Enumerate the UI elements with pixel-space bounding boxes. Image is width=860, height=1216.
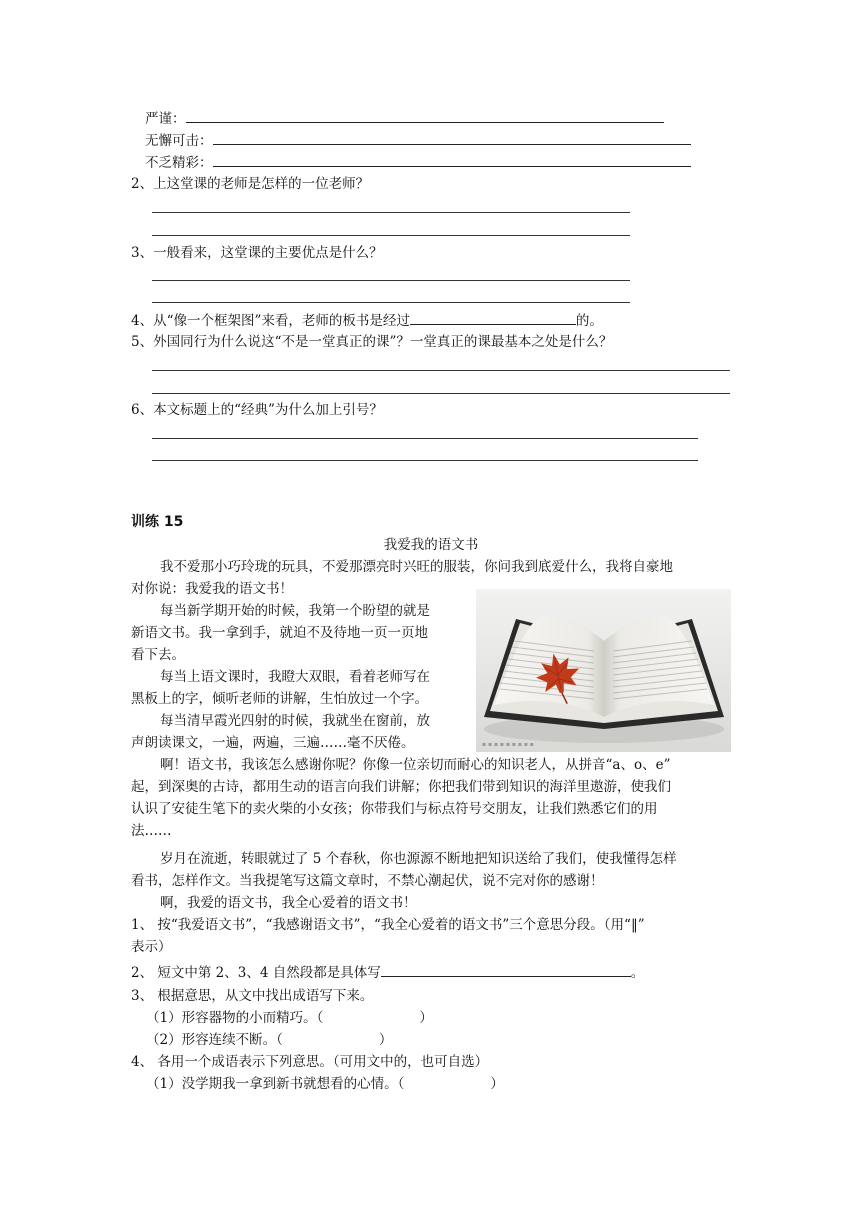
question-2: 2、上这堂课的老师是怎样的一位老师？ xyxy=(131,176,370,192)
paragraph-5-line-4: 法…… xyxy=(131,823,172,839)
answer-rule[interactable] xyxy=(152,235,630,236)
label-bufajingcai: 不乏精彩： xyxy=(145,155,213,171)
section-heading: 训练 15 xyxy=(131,514,184,530)
question-5: 5、外国同行为什么说这“不是一堂真正的课”？一堂真正的课最基本之处是什么？ xyxy=(131,334,613,350)
question-4-tail: 的。 xyxy=(575,313,603,329)
paragraph-5-line-2: 起，到深奥的古诗，都用生动的语言向我们讲解；你把我们带到知识的海洋里遨游，使我们 xyxy=(131,779,671,795)
exercise-2-text: 2、 短文中第 2、3、4 自然段都是具体写 xyxy=(131,965,381,981)
question-6: 6、本文标题上的“经典”为什么加上引号？ xyxy=(131,402,383,418)
exercise-4-item-1-text: （1）没学期我一拿到新书就想看的心情。（ xyxy=(146,1076,405,1092)
exercise-2 xyxy=(131,962,644,983)
exercise-3-item-2-text: （2）形容连续不断。（ xyxy=(146,1032,283,1048)
answer-line-yanjin xyxy=(145,108,664,129)
exercise-3: 3、 根据意思，从文中找出成语写下来。 xyxy=(131,988,374,1004)
paragraph-3-line-1: 每当上语文课时，我瞪大双眼，看着老师写在 xyxy=(160,669,430,685)
paragraph-7: 啊，我爱的语文书，我全心爱着的语文书！ xyxy=(160,895,417,911)
blank-line[interactable] xyxy=(186,108,664,123)
question-4-text: 4、从“像一个框架图”来看，老师的板书是经过 xyxy=(131,313,410,329)
question-3: 3、一般看来，这堂课的主要优点是什么？ xyxy=(131,245,383,261)
answer-line-bufajingcai xyxy=(145,152,691,173)
fill-blank[interactable] xyxy=(381,962,631,977)
answer-rule[interactable] xyxy=(152,280,630,281)
paragraph-6-line-1: 岁月在流逝，转眼就过了 5 个春秋，你也源源不断地把知识送给了我们，使我懂得怎样 xyxy=(160,851,677,867)
exercise-1-line-2: 表示） xyxy=(131,939,172,955)
exercise-4-item-1 xyxy=(146,1074,504,1094)
answer-rule[interactable] xyxy=(152,393,730,394)
paragraph-6-line-2: 看书，怎样作文。当我提笔写这篇文章时，不禁心潮起伏，说不完对你的感谢！ xyxy=(131,873,604,889)
paragraph-2-line-3: 看下去。 xyxy=(131,647,185,663)
exercise-3-item-1 xyxy=(146,1008,433,1028)
paragraph-2-line-1: 每当新学期开始的时候，我第一个盼望的就是 xyxy=(160,603,430,619)
answer-rule[interactable] xyxy=(152,302,630,303)
paragraph-5-line-3: 认识了安徒生笔下的卖火柴的小女孩；你带我们与标点符号交朋友，让我们熟悉它们的用 xyxy=(131,801,658,817)
paragraph-5-line-1: 啊！语文书，我该怎么感谢你呢？你像一位亲切而耐心的知识老人，从拼音“a、o、e” xyxy=(160,757,671,773)
open-book-illustration xyxy=(476,589,731,752)
answer-rule[interactable] xyxy=(152,370,730,371)
exercise-1-line-1: 1、 按“我爱语文书”，“我感谢语文书”，“我全心爱着的语文书”三个意思分段。（用“‖” xyxy=(131,917,645,933)
fill-blank[interactable] xyxy=(410,310,576,325)
exercise-4: 4、 各用一个成语表示下列意思。（可用文中的，也可自选） xyxy=(131,1054,489,1070)
answer-rule[interactable] xyxy=(152,212,630,213)
paragraph-1-line-2: 对你说：我爱我的语文书！ xyxy=(131,581,293,597)
exercise-3-item-2-close: ） xyxy=(378,1032,393,1048)
paragraph-1-line-1: 我不爱那小巧玲珑的玩具，不爱那漂亮时兴旺的服装，你问我到底爱什么，我将自豪地 xyxy=(160,559,673,575)
paragraph-4-line-1: 每当清早霞光四射的时候，我就坐在窗前，放 xyxy=(160,713,430,729)
answer-rule[interactable] xyxy=(152,438,698,439)
exercise-2-tail: 。 xyxy=(630,965,645,981)
label-yanjin: 严谨： xyxy=(145,111,186,127)
blank-line[interactable] xyxy=(213,130,691,145)
exercise-4-item-1-close: ） xyxy=(490,1076,504,1092)
exercise-3-item-1-close: ） xyxy=(419,1010,433,1026)
label-wuxiekeji: 无懈可击： xyxy=(145,133,213,149)
paragraph-2-line-2: 新语文书。我一拿到手，就迫不及待地一页一页地 xyxy=(131,625,428,641)
svg-text:▪ ▪ ▪ ▪ ▪ ▪ ▪ ▪ ▪: ▪ ▪ ▪ ▪ ▪ ▪ ▪ ▪ ▪ xyxy=(482,741,534,748)
open-book-image xyxy=(476,589,731,752)
question-4 xyxy=(131,310,603,331)
paragraph-3-line-2: 黑板上的字，倾听老师的讲解，生怕放过一个字。 xyxy=(131,691,428,707)
exercise-3-item-1-text: （1）形容器物的小而精巧。（ xyxy=(146,1010,324,1026)
blank-line[interactable] xyxy=(213,152,691,167)
answer-line-wuxiekeji xyxy=(145,130,691,151)
article-title: 我爱我的语文书 xyxy=(383,537,479,553)
exercise-3-item-2 xyxy=(146,1030,392,1050)
paragraph-4-line-2: 声朗读课文，一遍，两遍，三遍……毫不厌倦。 xyxy=(131,735,415,751)
answer-rule[interactable] xyxy=(152,460,698,461)
